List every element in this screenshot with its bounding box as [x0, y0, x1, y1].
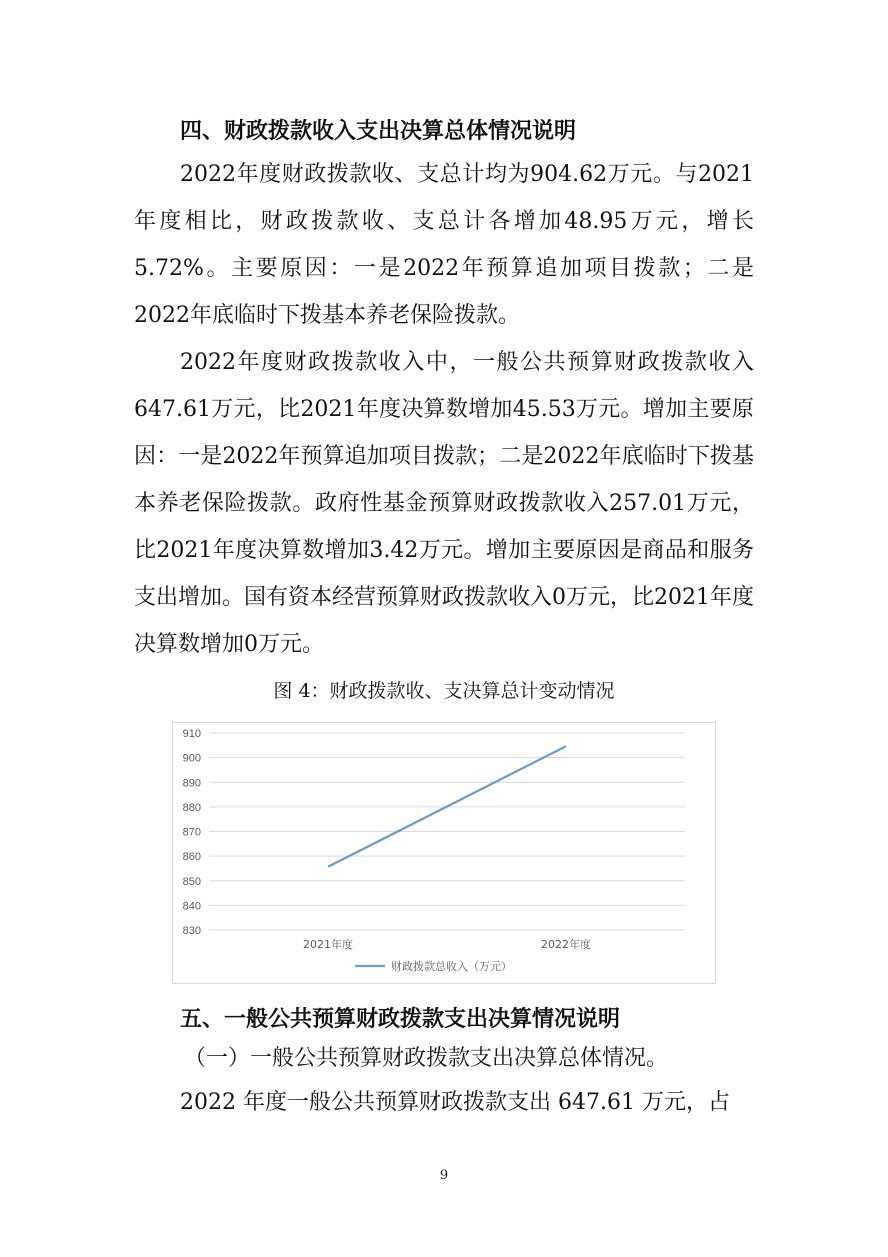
y-tick-label: 870 [182, 826, 201, 839]
y-tick-label: 900 [182, 752, 201, 765]
section-heading-4: 四、财政拨款收入支出决算总体情况说明 [180, 119, 577, 144]
subsection-heading: （一）一般公共预算财政拨款支出决算总体情况。 [184, 1046, 669, 1071]
y-tick-label: 890 [182, 777, 201, 790]
figure-caption: 图 4：财政拨款收、支决算总计变动情况 [273, 680, 615, 702]
legend-label: 财政拨款总收入（万元） [391, 960, 512, 973]
y-tick-label: 830 [182, 925, 201, 937]
y-tick-label: 850 [182, 875, 201, 888]
paragraph-income-detail: 2022年度财政拨款收入中，一般公共预算财政拨款收入647.61万元，比2021年度决算数增加45.53万元。增加主要原因：一是2022年预算追加项目拨款；二是2022年底临时下拨基本养老保险拨款。政府性基金预算财政拨款收入257.01万元，比2021年度决算数增加3.42万元。增加主要原因是商品和服务支出增加。国有资本经营预算财政拨款收入0万元，比2021年度决算数增加0万元。 [134, 350, 754, 657]
chart-legend [355, 959, 512, 973]
y-tick-label: 860 [182, 851, 201, 864]
chart-x-ticks [303, 937, 591, 951]
page-number: 9 [439, 1168, 449, 1183]
line-chart [172, 722, 716, 984]
y-tick-label: 880 [182, 801, 201, 814]
y-tick-label: 840 [182, 900, 201, 913]
paragraph-total-overview: 2022年度财政拨款收、支总计均为904.62万元。与2021年度相比，财政拨款收、支总计各增加48.95万元，增长5.72%。主要原因：一是2022年预算追加项目拨款；二是2022年底临时下拨基本养老保险拨款。 [134, 162, 754, 328]
line-chart-svg [173, 723, 715, 983]
x-tick-label: 2022年度 [541, 938, 591, 951]
y-tick-label: 910 [182, 728, 201, 740]
section-heading-5: 五、一般公共预算财政拨款支出决算情况说明 [180, 1007, 621, 1032]
x-tick-label: 2021年度 [303, 938, 353, 951]
chart-y-ticks [183, 728, 201, 937]
paragraph-expenditure: 2022 年度一般公共预算财政拨款支出 647.61 万元，占 [180, 1090, 730, 1115]
chart-gridlines [209, 733, 685, 930]
